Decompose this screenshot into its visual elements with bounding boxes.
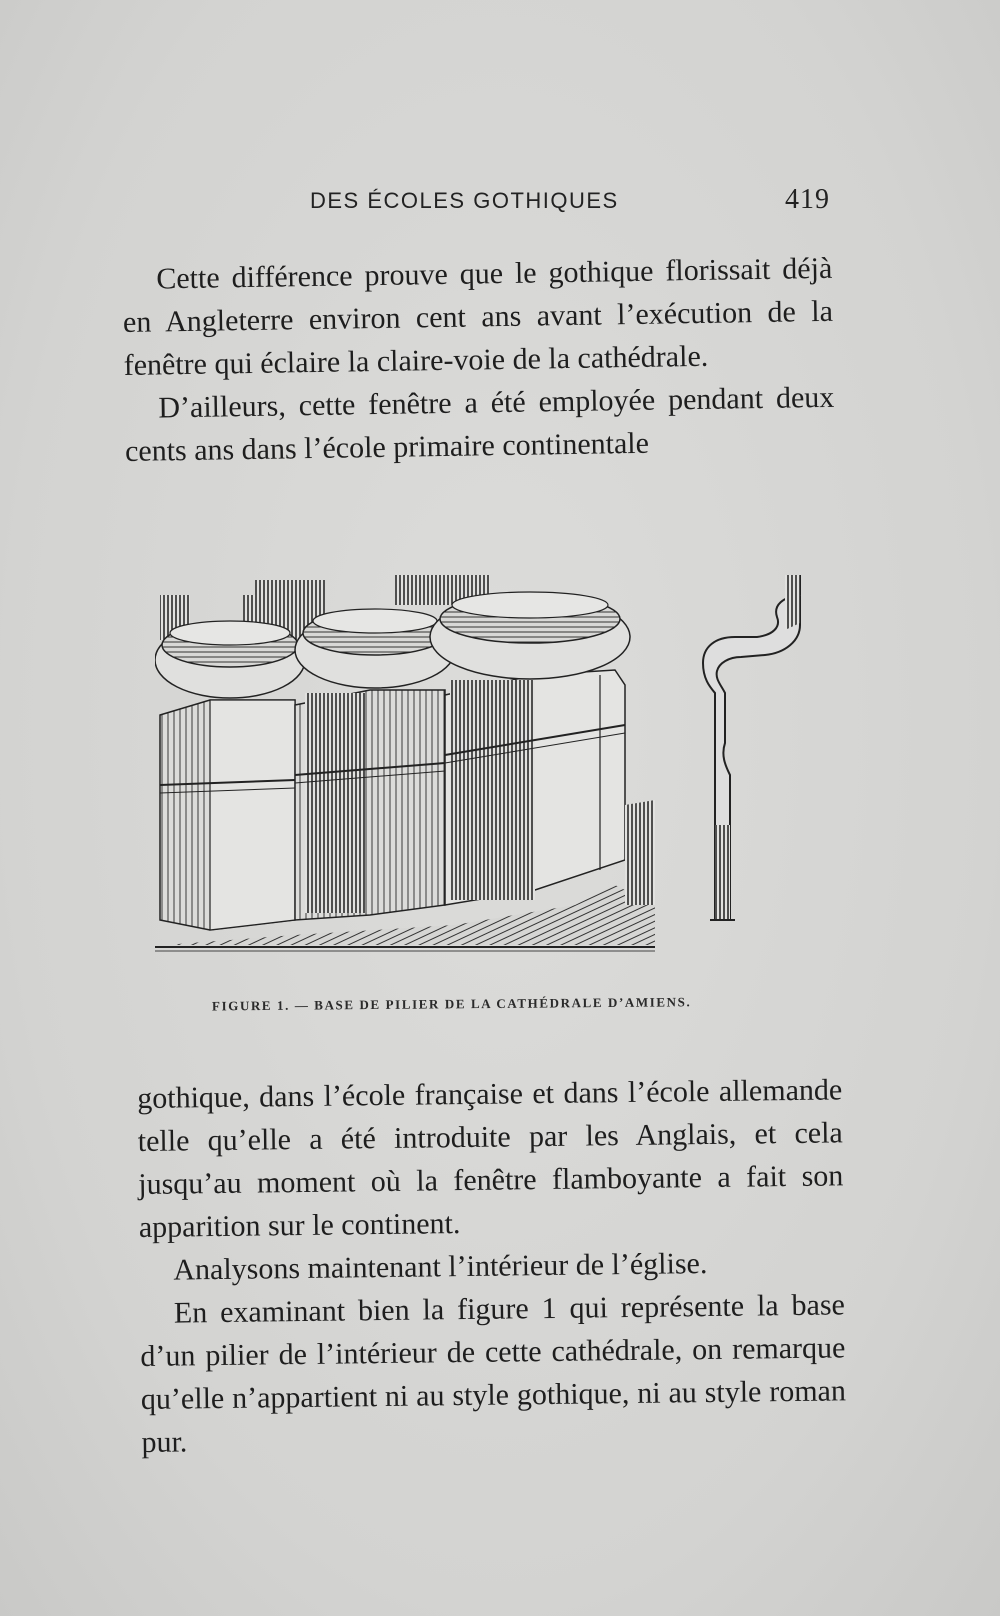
text-block-bottom	[137, 1068, 847, 1464]
text-block-top	[122, 247, 835, 473]
paragraph: D’ailleurs, cette fenêtre a été employée pendant deux cents ans dans l’école primaire continentale	[124, 380, 835, 468]
running-title: DES ÉCOLES GOTHIQUES	[310, 188, 619, 213]
figure-caption: FIGURE 1. — BASE DE PILIER DE LA CATHÉDRALE D’AMIENS.	[211, 994, 692, 1014]
paragraph: gothique, dans l’école française et dans l’école allemande telle qu’elle a été introduite par les Anglais, et cela jusqu’au moment où la fenêtre flamboyante a fait son apparition sur le continent.	[137, 1073, 844, 1244]
paragraph: Cette différence prouve que le gothique florissait déjà en Angleterre environ cent ans avant l’exécution de la fenêtre qui éclaire la claire-voie de la cathédrale.	[122, 251, 834, 382]
pillar-base-engraving	[155, 575, 840, 975]
paragraph: En examinant bien la figure 1 qui représente la base d’un pilier de l’intérieur de cette cathédrale, on remarque qu’elle n’appartient ni au style gothique, ni au style roman pur.	[140, 1288, 847, 1459]
page-number: 419	[785, 184, 830, 215]
paragraph: Analysons maintenant l’intérieur de l’église.	[173, 1247, 708, 1287]
